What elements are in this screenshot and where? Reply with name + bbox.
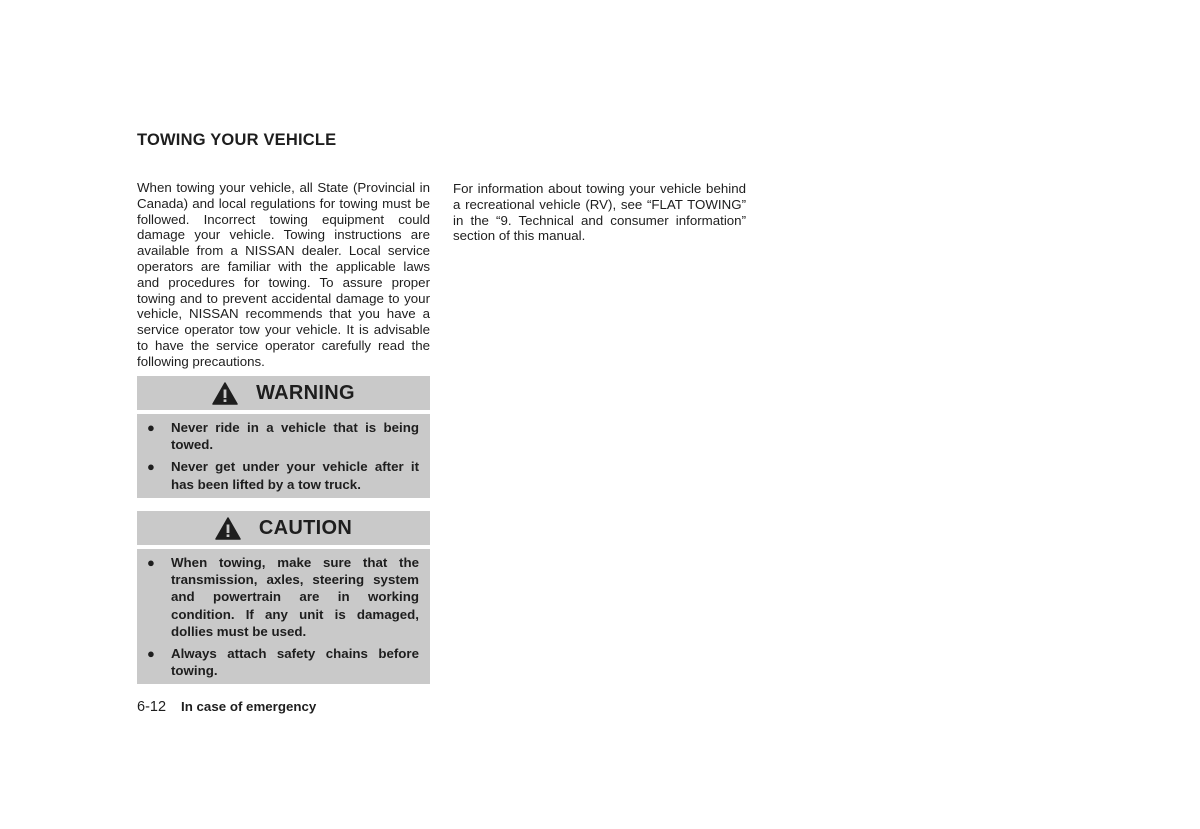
- page-footer: [137, 699, 316, 715]
- bullet-icon: ●: [147, 646, 155, 662]
- page-heading: TOWING YOUR VEHICLE: [137, 131, 337, 149]
- page-number: 6-12: [137, 699, 167, 715]
- warning-item: [147, 458, 419, 492]
- warning-item: [147, 419, 419, 453]
- bullet-icon: ●: [147, 459, 155, 475]
- caution-title: CAUTION: [258, 516, 353, 539]
- caution-item: [147, 554, 419, 640]
- caution-item-text: When towing, make sure that the transmission, axles, steering system and powertrain are in working condition. If any unit is damaged, dollies must be used.: [171, 555, 419, 639]
- intro-paragraph: When towing your vehicle, all State (Provincial in Canada) and local regulations for towing must be followed. Incorrect towing equipment could damage your vehicle. Towing instructions are available from a NISSAN dealer. Local service operators are familiar with the applicable laws and procedures for towing. To assure proper towing and to prevent accidental damage to your vehicle, NISSAN recommends that you have a service operator tow your vehicle. It is advisable to have the service operator carefully read the following precautions.: [137, 180, 430, 369]
- warning-header: [137, 376, 430, 410]
- caution-item-text: Always attach safety chains before towing.: [171, 646, 419, 679]
- caution-body: [137, 549, 430, 684]
- caution-header: [137, 511, 430, 545]
- warning-box: [137, 376, 430, 498]
- warning-triangle-icon: [212, 382, 238, 405]
- rv-towing-paragraph: For information about towing your vehicle behind a recreational vehicle (RV), see “FLAT TOWING” in the “9. Technical and consumer information” section of this manual.: [453, 181, 746, 244]
- bullet-icon: ●: [147, 420, 155, 435]
- caution-box: [137, 511, 430, 684]
- warning-body: [137, 414, 430, 498]
- bullet-icon: ●: [147, 555, 155, 570]
- warning-title: WARNING: [256, 381, 355, 404]
- warning-triangle-icon: [215, 517, 241, 540]
- caution-item: [147, 645, 419, 679]
- footer-section-name: In case of emergency: [181, 699, 317, 714]
- warning-item-text: Never get under your vehicle after it has been lifted by a tow truck.: [171, 459, 419, 492]
- warning-item-text: Never ride in a vehicle that is being towed.: [171, 420, 419, 453]
